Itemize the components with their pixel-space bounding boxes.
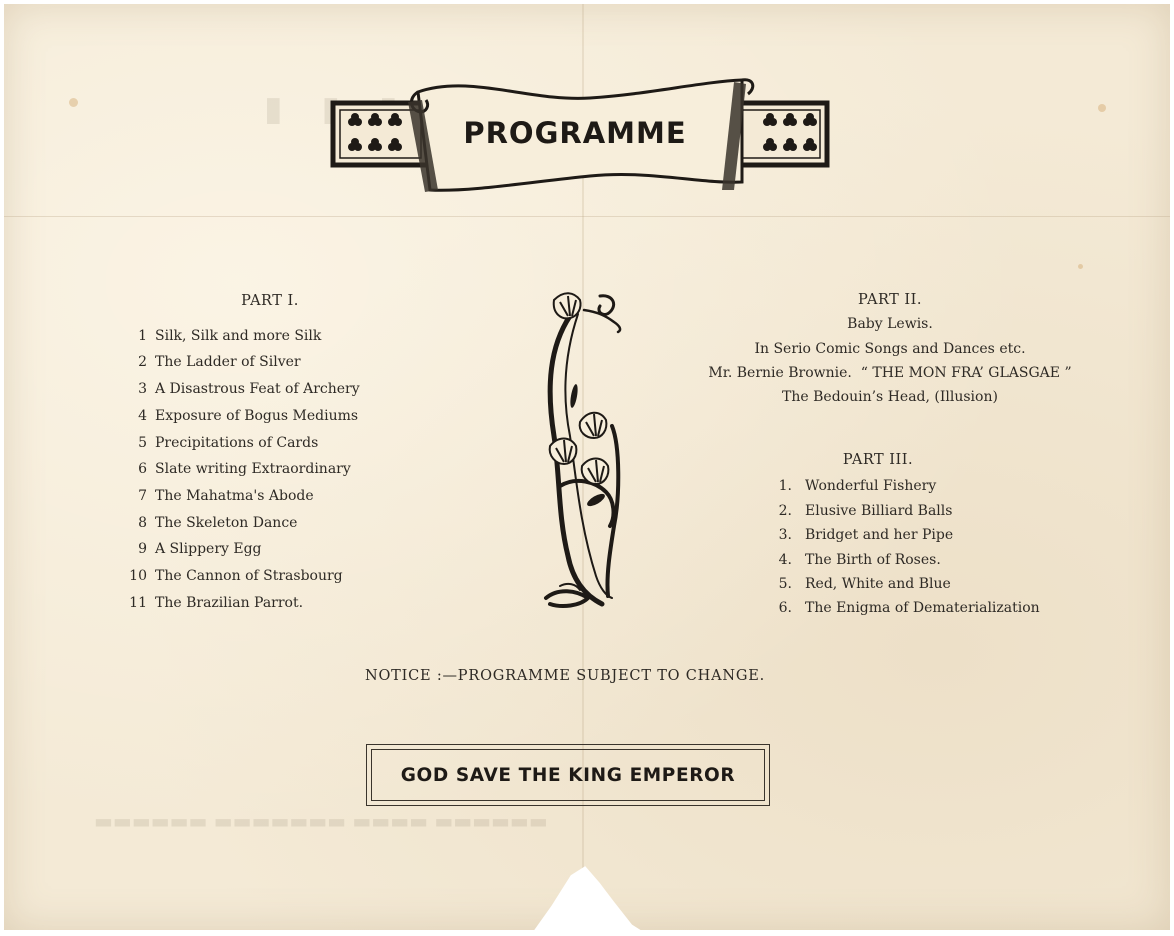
part-one-heading: PART I. [241,293,299,309]
list-item [770,596,1090,620]
list-item [125,403,425,430]
item-title: The Brazilian Parrot. [155,594,304,611]
paper-stain [69,98,78,107]
art-nouveau-flower-vine-icon [540,286,630,616]
item-title: Slate writing Extraordinary [155,461,351,478]
paper-stain [1078,264,1083,269]
list-item [125,323,425,350]
item-title: Wonderful Fishery [805,478,937,495]
item-number: 5 [138,434,147,451]
closing-anthem-inner-frame [371,749,765,801]
paper-stain [1098,104,1106,112]
closing-anthem-box [366,744,770,806]
act-line: Mr. Bernie Brownie. “ THE MON FRA’ GLASGAE ” [708,364,1072,381]
item-number: 3 [138,381,147,398]
item-title: Silk, Silk and more Silk [155,327,322,344]
item-number: 6. [778,600,792,617]
item-number: 4 [138,407,147,424]
item-number: 8 [138,514,147,531]
list-item [770,523,1090,547]
list-item [125,456,425,483]
item-number: 9 [138,541,147,558]
act-line: In Serio Comic Songs and Dances etc. [754,340,1026,357]
closing-anthem-text: GOD SAVE THE KING EMPEROR [400,764,736,786]
item-number: 5. [778,576,792,593]
item-title: A Disastrous Feat of Archery [155,381,360,398]
part-one-section [125,288,425,616]
item-number: 1. [778,478,792,495]
bleed-through-marks: ▬▬▬▬▬▬ ▬▬▬▬ ▬▬▬▬▬▬▬ ▬▬▬▬▬▬ [94,809,548,833]
right-clover-panel [732,103,827,165]
act-line: Baby Lewis. [847,316,933,333]
list-item [125,536,425,563]
list-item [125,483,425,510]
part-two-heading: PART II. [858,292,922,308]
list-item [770,474,1090,498]
item-title: The Cannon of Strasbourg [155,568,343,585]
item-number: 2 [138,354,147,371]
list-item [125,430,425,457]
list-item [770,499,1090,523]
item-title: The Skeleton Dance [155,514,298,531]
part-three-heading: PART III. [842,452,914,468]
list-item [125,349,425,376]
item-title: Elusive Billiard Balls [805,502,953,519]
item-title: Bridget and her Pipe [805,527,954,544]
list-item [125,590,425,617]
programme-notice: NOTICE :—PROGRAMME SUBJECT TO CHANGE. [364,668,766,684]
list-item [770,548,1090,572]
horizontal-fold-crease [4,216,1170,217]
item-title: The Mahatma's Abode [155,487,314,504]
bleed-through-marks: ▮ [264,89,297,129]
item-title: The Ladder of Silver [155,354,301,371]
item-number: 6 [138,461,147,478]
item-title: The Enigma of Dematerialization [805,600,1040,617]
item-number: 7 [138,487,147,504]
programme-title: PROGRAMME [463,116,687,150]
part-two-section [680,288,1100,409]
item-title: Exposure of Bogus Mediums [155,407,359,424]
part-three-section [770,448,1090,621]
item-title: A Slippery Egg [155,541,262,558]
list-item [125,376,425,403]
item-title: The Birth of Roses. [805,551,941,568]
list-item [125,563,425,590]
item-number: 11 [129,594,147,611]
list-item [125,510,425,537]
item-number: 1 [138,327,147,344]
list-item [770,572,1090,596]
item-title: Red, White and Blue [805,576,951,593]
act-line: The Bedouin’s Head, (Illusion) [782,389,998,406]
item-number: 10 [129,568,147,585]
item-number: 2. [778,502,792,519]
item-number: 3. [778,527,792,544]
item-title: Precipitations of Cards [155,434,319,451]
item-number: 4. [778,551,792,568]
